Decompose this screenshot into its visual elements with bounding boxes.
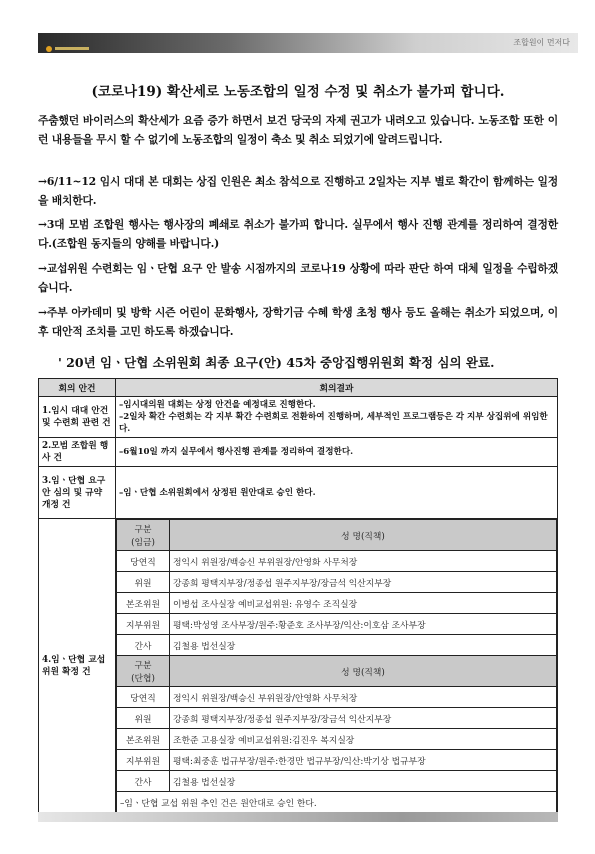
collective-name-header: 성 명(직책) (170, 656, 557, 687)
agenda-cell: 3.임ㆍ단협 요구 안 심의 및 규약 개정 건 (39, 467, 116, 519)
category-cell: 당연직 (117, 687, 170, 708)
list-item (117, 551, 557, 572)
list-item (117, 729, 557, 750)
list-item (117, 614, 557, 635)
category-cell: 지부위원 (117, 614, 170, 635)
names-cell: 평택:최중훈 법규부장/원주:한경만 법규부장/익산:박기상 법규부장 (170, 750, 557, 771)
names-cell: 김철용 법선실장 (170, 771, 557, 792)
list-item (117, 572, 557, 593)
paragraph-events: →주부 아카데미 및 방학 시즌 어린이 문화행사, 장학기금 수혜 학생 초청 행사 등도 올해는 취소가 되었으며, 이후 대안적 조치를 고민 하도록 하겠습니다. (38, 306, 558, 338)
result-cell (116, 438, 558, 467)
names-cell: 정익시 위원장/백승신 부위원장/안영화 사무처장 (170, 551, 557, 572)
category-cell: 본조위원 (117, 729, 170, 750)
negotiators-table (116, 519, 557, 813)
collective-category-header: 구분 (단협) (117, 656, 170, 687)
header-result: 회의결과 (116, 379, 558, 397)
table-row (39, 438, 558, 467)
category-cell: 위원 (117, 572, 170, 593)
wage-header-row (117, 520, 557, 551)
result-line: –임시대의원 대회는 상정 안건을 예정대로 진행한다. (119, 400, 316, 410)
table-row (39, 467, 558, 519)
agenda-cell: 2.모범 조합원 행사 건 (39, 438, 116, 467)
agenda-cell: 1.임시 대대 안건 및 수련회 관련 건 (39, 397, 116, 438)
union-logo (46, 38, 92, 48)
names-cell: 이병섭 조사실장 예비교섭위원: 유영수 조직실장 (170, 593, 557, 614)
header-org-name: 조합원이 먼저다 (513, 38, 570, 47)
list-item (117, 635, 557, 656)
names-cell: 조한준 고용실장 예비교섭위원:김진우 복지실장 (170, 729, 557, 750)
list-item (117, 687, 557, 708)
table-header-row (39, 379, 558, 397)
paragraph-assembly: →6/11~12 임시 대대 본 대회는 상집 인원은 최소 참석으로 진행하고 2일차는 지부 별로 확간이 함께하는 일정을 배치한다. (38, 175, 558, 207)
paragraph-negotiator-training: →교섭위원 수련회는 임ㆍ단협 요구 안 발송 시점까지의 코로나19 상황에 따라 판단 하여 대체 일정을 수립하겠습니다. (38, 262, 558, 294)
list-item (117, 771, 557, 792)
section-subtitle: ' 20년 임ㆍ단협 소위원회 최종 요구(안) 45차 중앙집행위원회 확정 심의 완료. (58, 355, 495, 370)
footer-bar (38, 812, 558, 822)
result-line: –임ㆍ단협 소위원회에서 상정된 원안대로 승인 한다. (119, 487, 316, 498)
category-cell: 간사 (117, 771, 170, 792)
header-agenda: 회의 안건 (39, 379, 116, 397)
category-cell: 간사 (117, 635, 170, 656)
names-cell: 김철용 법선실장 (170, 635, 557, 656)
names-cell: 강종희 평택지부장/정종섭 원주지부장/장금석 익산지부장 (170, 708, 557, 729)
paragraph-intro: 주춤했던 바이러스의 확산세가 요즘 증가 하면서 보건 당국의 자제 권고가 내려오고 있습니다. 노동조합 또한 이런 내용들을 무시 할 수 없기에 노동조합의 일정이 축소 및 취소 되었기에 알려드립니다. (38, 114, 558, 146)
list-item (117, 593, 557, 614)
header-bar (38, 33, 578, 53)
agenda-cell: 4.임ㆍ단협 교섭위원 확정 건 (39, 519, 116, 814)
names-cell: 강종희 평택지부장/정종섭 원주지부장/장금석 익산지부장 (170, 572, 557, 593)
names-cell: 정익시 위원장/백승신 부위원장/안영화 사무처장 (170, 687, 557, 708)
page-title: (코로나19) 확산세로 노동조합의 일정 수정 및 취소가 불가피 합니다. (91, 84, 505, 100)
category-cell: 위원 (117, 708, 170, 729)
negotiators-cell (116, 519, 558, 814)
result-line: –6월10일 까지 실무에서 행사진행 관계를 정리하여 결정한다. (119, 447, 354, 457)
category-cell: 당연직 (117, 551, 170, 572)
table-row (39, 397, 558, 438)
result-cell (116, 397, 558, 438)
names-cell: 평택:박성영 조사부장/원주:황준호 조사부장/익산:이호삼 조사부장 (170, 614, 557, 635)
category-cell: 본조위원 (117, 593, 170, 614)
wage-name-header: 성 명(직책) (170, 520, 557, 551)
result-cell (116, 467, 558, 519)
table-row (39, 519, 558, 814)
paragraph-model-member: →3대 모범 조합원 행사는 행사장의 폐쇄로 취소가 불가피 합니다. 실무에서 행사 진행 관계를 정리하여 결정한다.(조합원 동지들의 양해를 바랍니다.) (38, 218, 558, 250)
meeting-results-table (38, 378, 558, 814)
final-note: –임ㆍ단협 교섭 위원 추인 건은 원안대로 승인 한다. (117, 792, 557, 813)
collective-header-row (117, 656, 557, 687)
wage-category-header: 구분 (임금) (117, 520, 170, 551)
final-note-row (117, 792, 557, 813)
result-line: –2일차 확간 수련회는 각 지부 확간 수련회로 전환하여 진행하며, 세부적인 프로그램등은 각 지부 상집위에 위임한다. (119, 412, 548, 434)
category-cell: 지부위원 (117, 750, 170, 771)
list-item (117, 750, 557, 771)
list-item (117, 708, 557, 729)
